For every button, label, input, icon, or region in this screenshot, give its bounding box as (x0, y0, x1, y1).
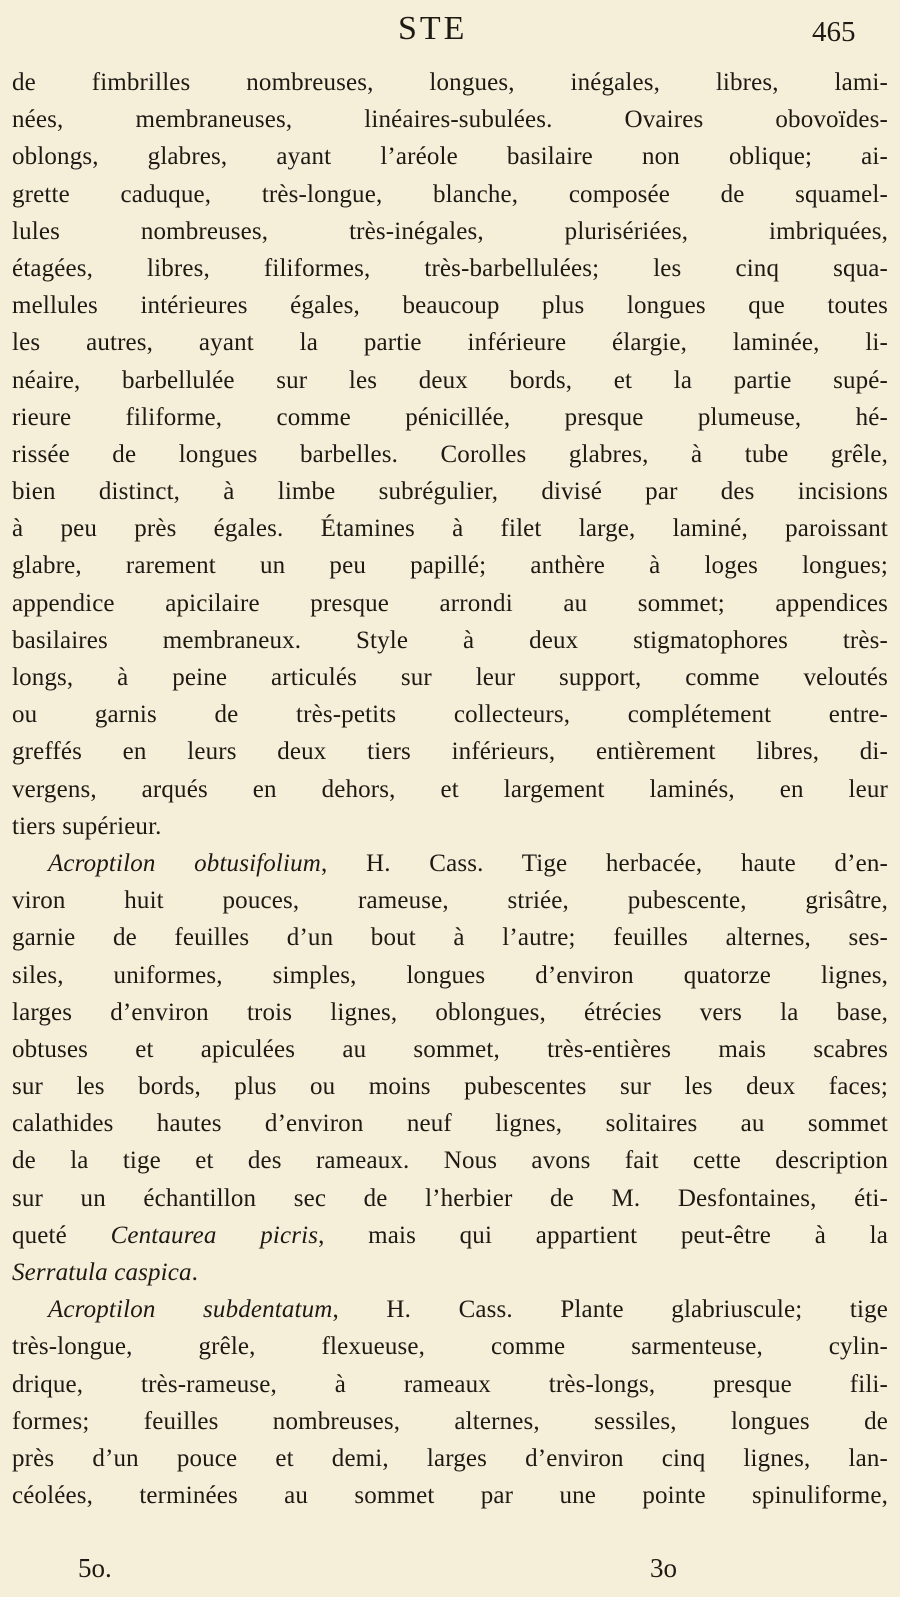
line-text: mellules intérieures égales, beaucoup plus longues que toutes (12, 292, 888, 320)
text-line (12, 213, 888, 250)
text-line (12, 882, 888, 919)
line-text: de fimbrilles nombreuses, longues, inégales, libres, lami- (12, 69, 888, 96)
line-text: les autres, ayant la partie inférieure élargie, laminée, li- (12, 329, 888, 357)
text-line (12, 994, 888, 1031)
text-line (12, 957, 888, 994)
line-text: , mais qui appartient peut-être à la (318, 1221, 888, 1249)
italic-taxon-name: Acroptilon obtusifolium (48, 849, 321, 877)
body-text (12, 64, 888, 1514)
line-text: siles, uniformes, simples, longues d’environ quatorze lignes, (12, 961, 888, 989)
line-text: grette caduque, très-longue, blanche, composée de squamel- (12, 180, 888, 208)
text-line (12, 399, 888, 436)
line-text: à peu près égales. Étamines à filet large, laminé, paroissant (12, 515, 888, 543)
italic-taxon-name: Centaurea picris (110, 1221, 319, 1249)
text-line (12, 510, 888, 547)
text-line (12, 1366, 888, 1403)
text-line (12, 138, 888, 175)
line-text: . (191, 1259, 199, 1286)
text-line (12, 845, 888, 882)
line-text: longs, à peine articulés sur leur support, comme veloutés (12, 664, 888, 691)
text-line (12, 1180, 888, 1217)
text-line (12, 287, 888, 324)
text-line (12, 1142, 888, 1179)
line-text: étagées, libres, filiformes, très-barbellulées; les cinq squa- (12, 254, 888, 282)
text-line (12, 324, 888, 361)
line-text: obtuses et apiculées au sommet, très-entières mais scabres (12, 1035, 888, 1063)
text-line (12, 696, 888, 733)
text-line (12, 1403, 888, 1440)
text-line (12, 1291, 888, 1328)
line-text: , H. Cass. Tige herbacée, haute d’en- (320, 849, 889, 877)
text-line (12, 1105, 888, 1142)
text-line (12, 1440, 888, 1477)
text-line (12, 622, 888, 659)
text-line (12, 64, 888, 101)
line-text: rieure filiforme, comme pénicillée, presque plumeuse, hé- (12, 403, 888, 431)
line-text: céolées, terminées au sommet par une pointe spinuliforme, (12, 1482, 888, 1510)
text-line (12, 1254, 888, 1291)
text-line (12, 659, 888, 696)
line-text: viron huit pouces, rameuse, striée, pubescente, grisâtre, (12, 887, 888, 915)
page-footer (0, 1553, 900, 1589)
text-line (12, 1031, 888, 1068)
signature-mark-right: 3o (650, 1553, 677, 1583)
text-line (12, 733, 888, 770)
line-text: , H. Cass. Plante glabriuscule; tige (332, 1296, 888, 1324)
page-number: 465 (812, 16, 856, 48)
line-text: près d’un pouce et demi, larges d’environ cinq lignes, lan- (12, 1444, 888, 1472)
line-text: calathides hautes d’environ neuf lignes, solitaires au sommet (12, 1110, 888, 1138)
line-text: sur un échantillon sec de l’herbier de M. Desfontaines, éti- (12, 1184, 888, 1212)
line-text: formes; feuilles nombreuses, alternes, sessiles, longues de (12, 1407, 888, 1435)
line-text: sur les bords, plus ou moins pubescentes sur les deux faces; (12, 1073, 888, 1101)
text-line (12, 771, 888, 808)
running-head: STE (398, 10, 468, 47)
page-header (0, 10, 900, 54)
text-line (12, 1068, 888, 1105)
text-line (12, 250, 888, 287)
text-line (12, 547, 888, 584)
italic-taxon-name: Acroptilon subdentatum (48, 1296, 333, 1324)
line-text: oblongs, glabres, ayant l’aréole basilaire non oblique; ai- (12, 143, 888, 171)
line-text: glabre, rarement un peu papillé; anthère à loges longues; (12, 552, 888, 580)
line-text: lules nombreuses, très-inégales, plurisériées, imbriquées, (12, 217, 888, 245)
text-line (12, 808, 888, 845)
line-text: bien distinct, à limbe subrégulier, divisé par des incisions (12, 478, 888, 506)
italic-taxon-name: Serratula caspica (12, 1259, 192, 1286)
line-text: drique, très-rameuse, à rameaux très-longs, presque fili- (12, 1370, 888, 1398)
signature-mark-left: 5o. (78, 1553, 112, 1583)
text-line (12, 1477, 888, 1514)
line-text: garnie de feuilles d’un bout à l’autre; feuilles alternes, ses- (12, 924, 888, 952)
line-text: greffés en leurs deux tiers inférieurs, entièrement libres, di- (12, 738, 888, 766)
text-line (12, 176, 888, 213)
text-line (12, 1217, 888, 1254)
line-text: ou garnis de très-petits collecteurs, complétement entre- (12, 701, 888, 729)
text-line (12, 919, 888, 956)
text-line (12, 473, 888, 510)
line-text: tiers supérieur. (12, 812, 162, 840)
text-line (12, 362, 888, 399)
line-text: queté (12, 1221, 111, 1249)
line-text: de la tige et des rameaux. Nous avons fait cette description (12, 1147, 888, 1175)
line-text: appendice apicilaire presque arrondi au sommet; appendices (12, 589, 888, 617)
line-text: larges d’environ trois lignes, oblongues, étrécies vers la base, (12, 998, 888, 1026)
text-line (12, 101, 888, 138)
line-text: très-longue, grêle, flexueuse, comme sarmenteuse, cylin- (12, 1333, 888, 1361)
line-text: basilaires membraneux. Style à deux stigmatophores très- (12, 626, 888, 654)
line-text: nées, membraneuses, linéaires-subulées. Ovaires obovoïdes- (12, 106, 888, 134)
text-line (12, 436, 888, 473)
line-text: rissée de longues barbelles. Corolles glabres, à tube grêle, (12, 440, 888, 468)
line-text: néaire, barbellulée sur les deux bords, et la partie supé- (12, 366, 888, 394)
text-line (12, 1328, 888, 1365)
line-text: vergens, arqués en dehors, et largement laminés, en leur (12, 775, 888, 803)
text-line (12, 585, 888, 622)
